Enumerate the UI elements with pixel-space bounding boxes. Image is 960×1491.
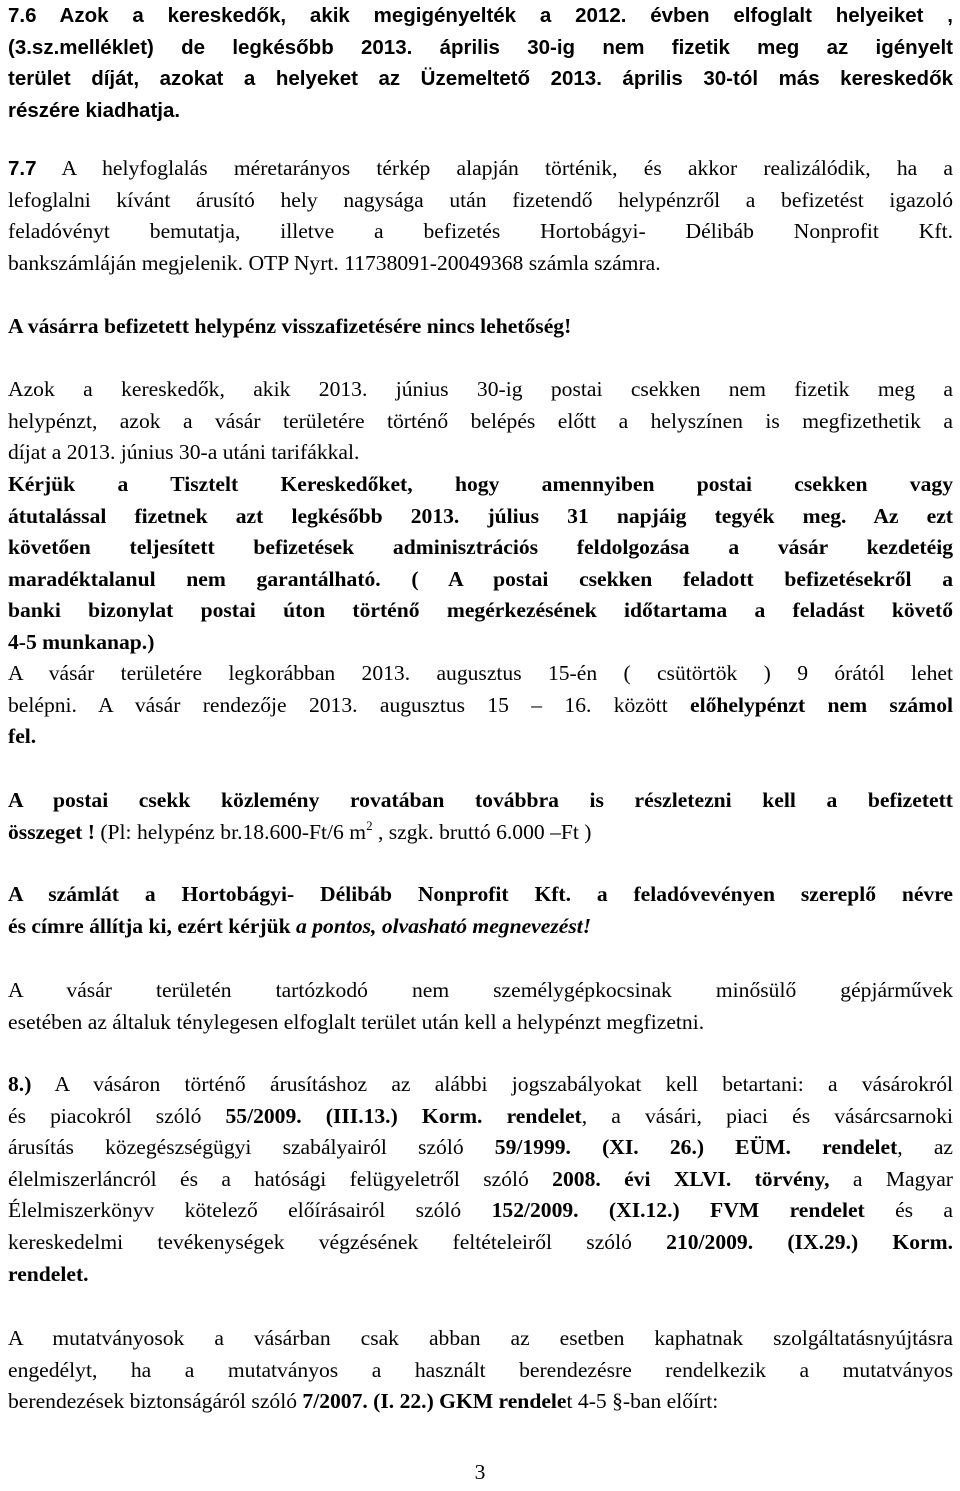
- no-refund-notice: [8, 311, 953, 343]
- request-line: maradéktalanul nem garantálható. ( A postai csekken feladott befizetésekről a: [8, 566, 953, 591]
- section-number: 7.7: [8, 157, 37, 180]
- section-7-7-line: bankszámláján megjelenik. OTP Nyrt. 11738091-20049368 számla számra.: [8, 250, 661, 275]
- laws-text: Élelmiszerkönyv kötelező előírásairól szóló: [8, 1198, 492, 1223]
- request-line: 4-5 munkanap.): [8, 629, 155, 654]
- invoice-line: A számlát a Hortobágyi- Délibáb Nonprofit Kft. a feladóvevényen szereplő névre: [8, 882, 953, 906]
- showmen-line: [8, 1386, 953, 1418]
- request-line: Kérjük a Tisztelt Kereskedőket, hogy amennyiben postai csekken vagy: [8, 472, 953, 496]
- memo-line: [8, 817, 953, 849]
- postal-payment-note: [8, 374, 953, 469]
- postal-line: Azok a kereskedők, akik 2013. június 30-ig postai csekken nem fizetik meg a: [8, 377, 953, 401]
- memo-superscript: 2: [366, 817, 373, 833]
- request-line-tail: Az ezt: [846, 503, 953, 528]
- entry-text: belépni. A vásár rendezője 2013. augusztus 15 – 16. között: [8, 692, 691, 717]
- laws-text: kereskedelmi tevékenységek végzésének feltételeiről szóló: [8, 1229, 667, 1254]
- laws-text: és piacokról szóló: [8, 1103, 226, 1128]
- law-reference: rendelet.: [8, 1261, 89, 1286]
- section-7-7-line: feladóvényt bemutatja, illetve a befizetés Hortobágyi- Délibáb Nonprofit Kft.: [8, 219, 953, 244]
- section-7-6-line: (3.sz.melléklet) de legkésőbb 2013. április 30-ig nem fizetik meg az igényelt: [8, 35, 953, 59]
- laws-text: [731, 1167, 754, 1191]
- invoice-note: [8, 879, 953, 942]
- section-7-7-text: A helyfoglalás méretarányos térkép alapján történik, és akkor realizálódik, ha a: [36, 156, 953, 180]
- laws-text: a Magyar: [829, 1166, 953, 1191]
- regulations-section: [8, 1069, 953, 1290]
- laws-text: A vásáron történő árusításhoz az alábbi jogszabályokat kell betartani: a vásárokról: [31, 1072, 953, 1096]
- laws-line: [8, 1132, 953, 1164]
- section-7-6-line: részére kiadhatja.: [8, 98, 181, 122]
- law-reference: 152/2009. (XI.12.) FVM rendelet: [491, 1198, 865, 1223]
- section-7-6: [8, 0, 953, 126]
- laws-line: [8, 1101, 953, 1133]
- showmen-text: berendezések biztonságáról szóló: [8, 1389, 303, 1414]
- memo-example-tail: , szgk. bruttó 6.000 –Ft ): [372, 819, 592, 844]
- law-reference: 7/2007. (I. 22.) GKM rendele: [302, 1389, 567, 1414]
- vehicle-line: A vásár területén tartózkodó nem személygépkocsinak minősülő gépjárművek: [8, 978, 953, 1002]
- law-reference: törvény,: [754, 1166, 830, 1191]
- request-line: követően teljesített befizetések adminisztrációs feldolgozása a vásár kezdetéig: [8, 535, 953, 560]
- invoice-line: [8, 911, 953, 943]
- postal-line: díjat a 2013. június 30-a utáni tarifákkal.: [8, 440, 360, 465]
- no-refund-text: A vásárra befizetett helypénz visszafizetésére nincs lehetőség!: [8, 314, 572, 338]
- vehicle-line: esetében az általuk ténylegesen elfoglalt terület után kell a helypénzt megfizetni.: [8, 1009, 705, 1034]
- law-reference: rendelet: [822, 1135, 898, 1160]
- invoice-text: és címre állítja ki, ezért kérjük: [8, 913, 297, 938]
- laws-line: [8, 1227, 953, 1259]
- showmen-line: engedélyt, ha a mutatványos a használt berendezésre rendelkezik a mutatványos: [8, 1357, 953, 1382]
- law-reference: rendelet: [506, 1103, 582, 1128]
- section-7-7-line: lefoglalni kívánt árusító hely nagysága után fizetendő helypénzről a befizetést igazoló: [8, 187, 953, 212]
- section-7-7-line: [8, 153, 953, 185]
- law-reference: 210/2009. (IX.29.) Korm.: [666, 1229, 953, 1254]
- memo-example: (Pl: helypénz br.18.600-Ft/6 m: [100, 819, 367, 844]
- vehicle-fee-note: [8, 975, 953, 1038]
- market-entry-note: [8, 658, 953, 753]
- request-line: [8, 501, 953, 533]
- laws-line: [8, 1069, 953, 1101]
- laws-line: [8, 1164, 953, 1196]
- invoice-italic-text: a pontos, olvasható megnevezést!: [296, 913, 592, 938]
- entry-line: A vásár területére legkorábban 2013. augusztus 15-én ( csütörtök ) 9 órától lehet: [8, 661, 953, 685]
- laws-text: [791, 1135, 822, 1159]
- law-reference: 59/1999. (XI. 26.) EÜM.: [494, 1135, 791, 1160]
- request-line: banki bizonylat postai úton történő megérkezésének időtartama a feladást követő: [8, 598, 953, 623]
- laws-text: árusítás közegészségügyi szabályairól szóló: [8, 1135, 495, 1160]
- laws-line: [8, 1259, 953, 1291]
- showmen-line: A mutatványosok a vásárban csak abban az esetben kaphatnak szolgáltatásnyújtásra: [8, 1326, 953, 1350]
- law-reference: 2008. évi XLVI.: [552, 1166, 732, 1191]
- entry-bold-text: előhelypénzt nem számol: [690, 692, 953, 717]
- law-reference: 55/2009. (III.13.) Korm.: [225, 1103, 483, 1128]
- showmen-text: t 4-5 §-ban előírt:: [566, 1389, 719, 1414]
- laws-text: , az: [897, 1135, 954, 1160]
- entry-line: [8, 690, 953, 722]
- section-7-7: [8, 153, 953, 279]
- laws-text: élelmiszerláncról és a hatósági felügyeletről szóló: [8, 1166, 553, 1191]
- showmen-section: [8, 1323, 953, 1418]
- postal-line: helypénzt, azok a vásár területére történő belépés előtt a helyszínen is megfizethetik a: [8, 408, 953, 433]
- laws-text: , a vásári, piaci és vásárcsarnoki: [581, 1103, 953, 1128]
- laws-text: [482, 1104, 506, 1128]
- section-7-6-line: terület díját, azokat a helyeket az Üzemeltető 2013. április 30-tól más kereskedők: [8, 67, 953, 91]
- memo-line: A postai csekk közlemény rovatában továbbra is részletezni kell a befizetett: [8, 788, 953, 812]
- postal-memo-note: [8, 785, 953, 848]
- entry-line: fel.: [8, 724, 37, 749]
- request-deadline: átutalással fizetnek azt legkésőbb 2013. július 31 napjáig tegyék meg.: [8, 503, 847, 528]
- section-7-6-line: 7.6 Azok a kereskedők, akik megigényelték a 2012. évben elfoglalt helyeiket ,: [8, 4, 953, 27]
- page-number: 3: [474, 1460, 486, 1484]
- laws-text: és a: [864, 1198, 954, 1223]
- memo-amount-label: összeget !: [8, 819, 101, 844]
- laws-line: [8, 1195, 953, 1227]
- laws-number: 8.): [8, 1072, 32, 1096]
- payment-deadline-request: [8, 469, 953, 659]
